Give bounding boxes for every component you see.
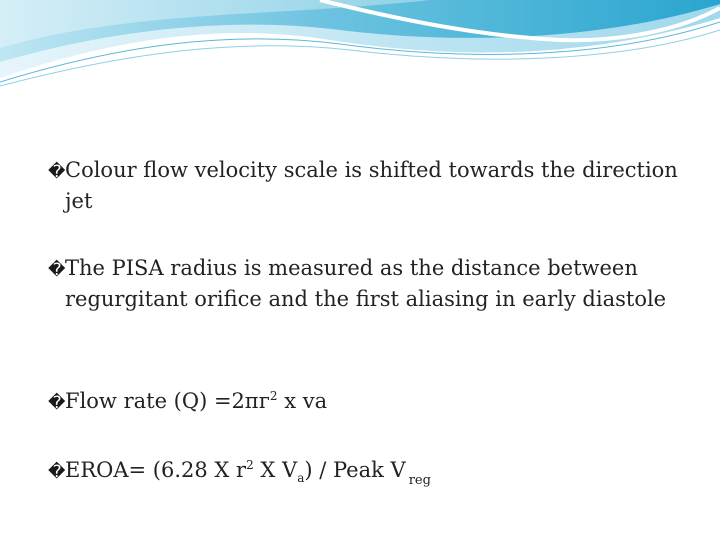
bullet-item-2 (48, 254, 678, 314)
bullet-item-3 (48, 387, 678, 419)
bullet-marker-icon: � (48, 162, 66, 182)
bullet-item-1 (48, 156, 678, 216)
flow-rate-formula: Flow rate $(Q) =2пг^2$ x va (65, 389, 328, 413)
bullet-marker-icon: � (48, 260, 66, 280)
bullet-item-4 (48, 456, 678, 488)
bullet-1-line-2: jet (65, 189, 93, 213)
bullet-1-line-1: Colour flow velocity scale is shifted towards the direction (65, 158, 678, 182)
bullet-2-line-1: The PISA radius is measured as the distance between (65, 256, 638, 280)
bullet-marker-icon: � (48, 393, 66, 413)
bullet-2-line-2: regurgitant orifice and the first aliasing in early diastole (65, 287, 667, 311)
header-wave-decoration (0, 0, 720, 90)
bullet-marker-icon: � (48, 462, 66, 482)
eroa-formula: EROA= (6.28 X $r^2$ X $V_a$) / Peak V $_{reg}$ (65, 458, 431, 488)
